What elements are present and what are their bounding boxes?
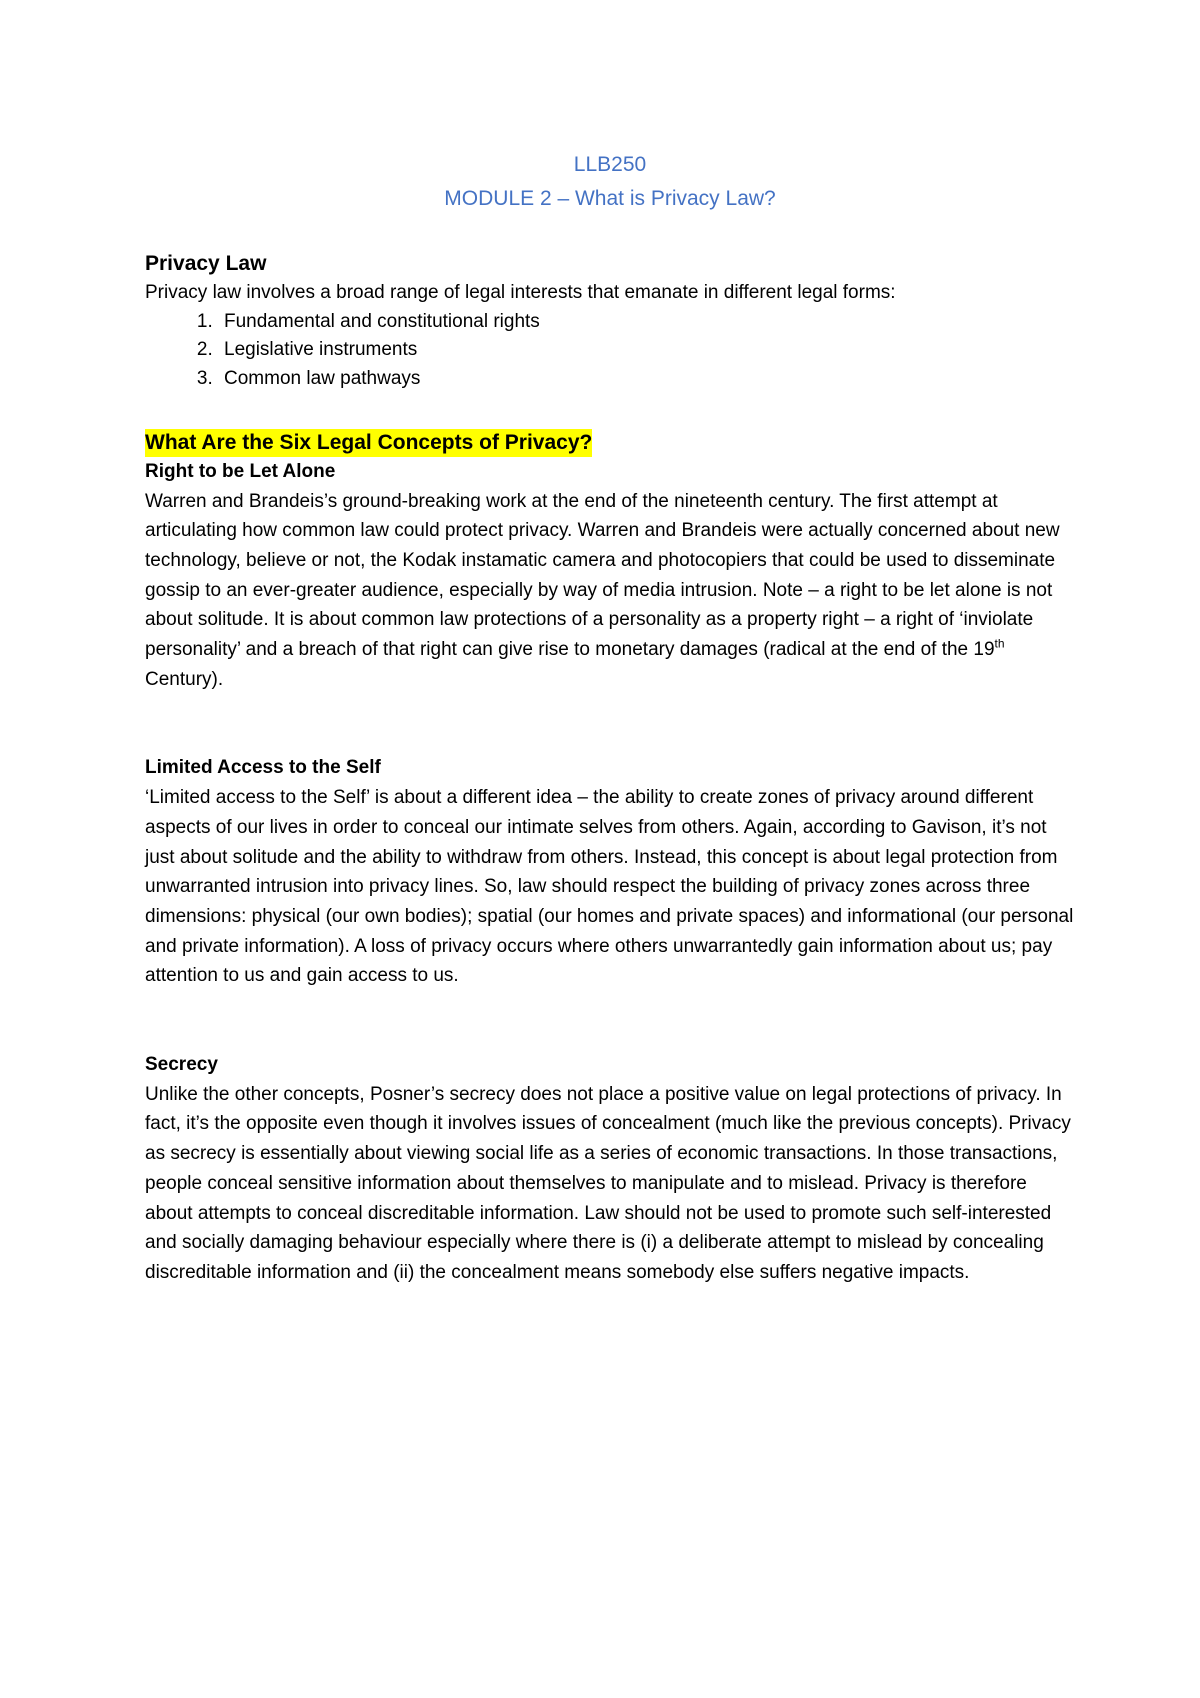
list-item: 3. Common law pathways — [218, 365, 1075, 394]
limited-access-body: ‘Limited access to the Self’ is about a different idea – the ability to create zones of privacy around different aspects of our lives in order to conceal our intimate selves from others. Again, according to Gavison, it’s not just about solitude and the ability to withdraw from others. Instead, this concept is about legal protection from unwarranted intrusion into privacy lines. So, law should respect the building of privacy zones across three dimensions: physical (our own bodies); spatial (our homes and private spaces) and informational (our personal and private information). A loss of privacy occurs where others unwarrantedly gain information about us; pay attention to us and gain access to us. — [145, 787, 1074, 987]
module-title: MODULE 2 – What is Privacy Law? — [444, 187, 776, 210]
secrecy-body: Unlike the other concepts, Posner’s secrecy does not place a positive value on legal protections of privacy. In fact, it’s the opposite even though it involves issues of concealment (much like the previous concepts). Privacy as secrecy is essentially about viewing social life as a series of economic transactions. In those transactions, people conceal sensitive information about themselves to manipulate and to mislead. Privacy is therefore about attempts to conceal discreditable information. Law should not be used to promote such self-interested and socially damaging behaviour especially where there is (i) a deliberate attempt to mislead by concealing discreditable information and (ii) the concealment means somebody else suffers negative impacts. — [145, 1083, 1071, 1283]
course-code: LLB250 — [573, 153, 647, 176]
six-concepts-heading: What Are the Six Legal Concepts of Privacy? — [145, 429, 592, 457]
privacy-law-heading: Privacy Law — [145, 252, 267, 275]
spacer — [145, 694, 1075, 753]
list-item: 1. Fundamental and constitutional rights — [218, 308, 1075, 337]
superscript-th: th — [994, 636, 1005, 651]
right-to-be-let-alone-body — [145, 487, 1075, 695]
document-page — [145, 148, 1075, 1288]
secrecy-heading: Secrecy — [145, 1054, 218, 1076]
privacy-law-intro: Privacy law involves a broad range of legal interests that emanate in different legal forms: — [145, 282, 896, 303]
legal-forms-list — [145, 308, 1075, 394]
list-item: 2. Legislative instruments — [218, 336, 1075, 365]
right-to-be-let-alone-text-end: Century). — [145, 668, 224, 690]
right-to-be-let-alone-text: Warren and Brandeis’s ground-breaking work at the end of the nineteenth century. The first attempt at articulating how common law could protect privacy. Warren and Brandeis were actually concerned about new technology, believe or not, the Kodak instamatic camera and photocopiers that could be used to disseminate gossip to an ever-greater audience, especially by way of media intrusion. Note – a right to be let alone is not about solitude. It is about common law protections of a personality as a property right – a right of ‘inviolate personality’ and a breach of that right can give rise to monetary damages (radical at the end of the 19 — [145, 490, 1060, 661]
title-block — [145, 148, 1075, 216]
limited-access-heading: Limited Access to the Self — [145, 757, 381, 779]
spacer — [145, 991, 1075, 1050]
right-to-be-let-alone-heading: Right to be Let Alone — [145, 460, 336, 482]
